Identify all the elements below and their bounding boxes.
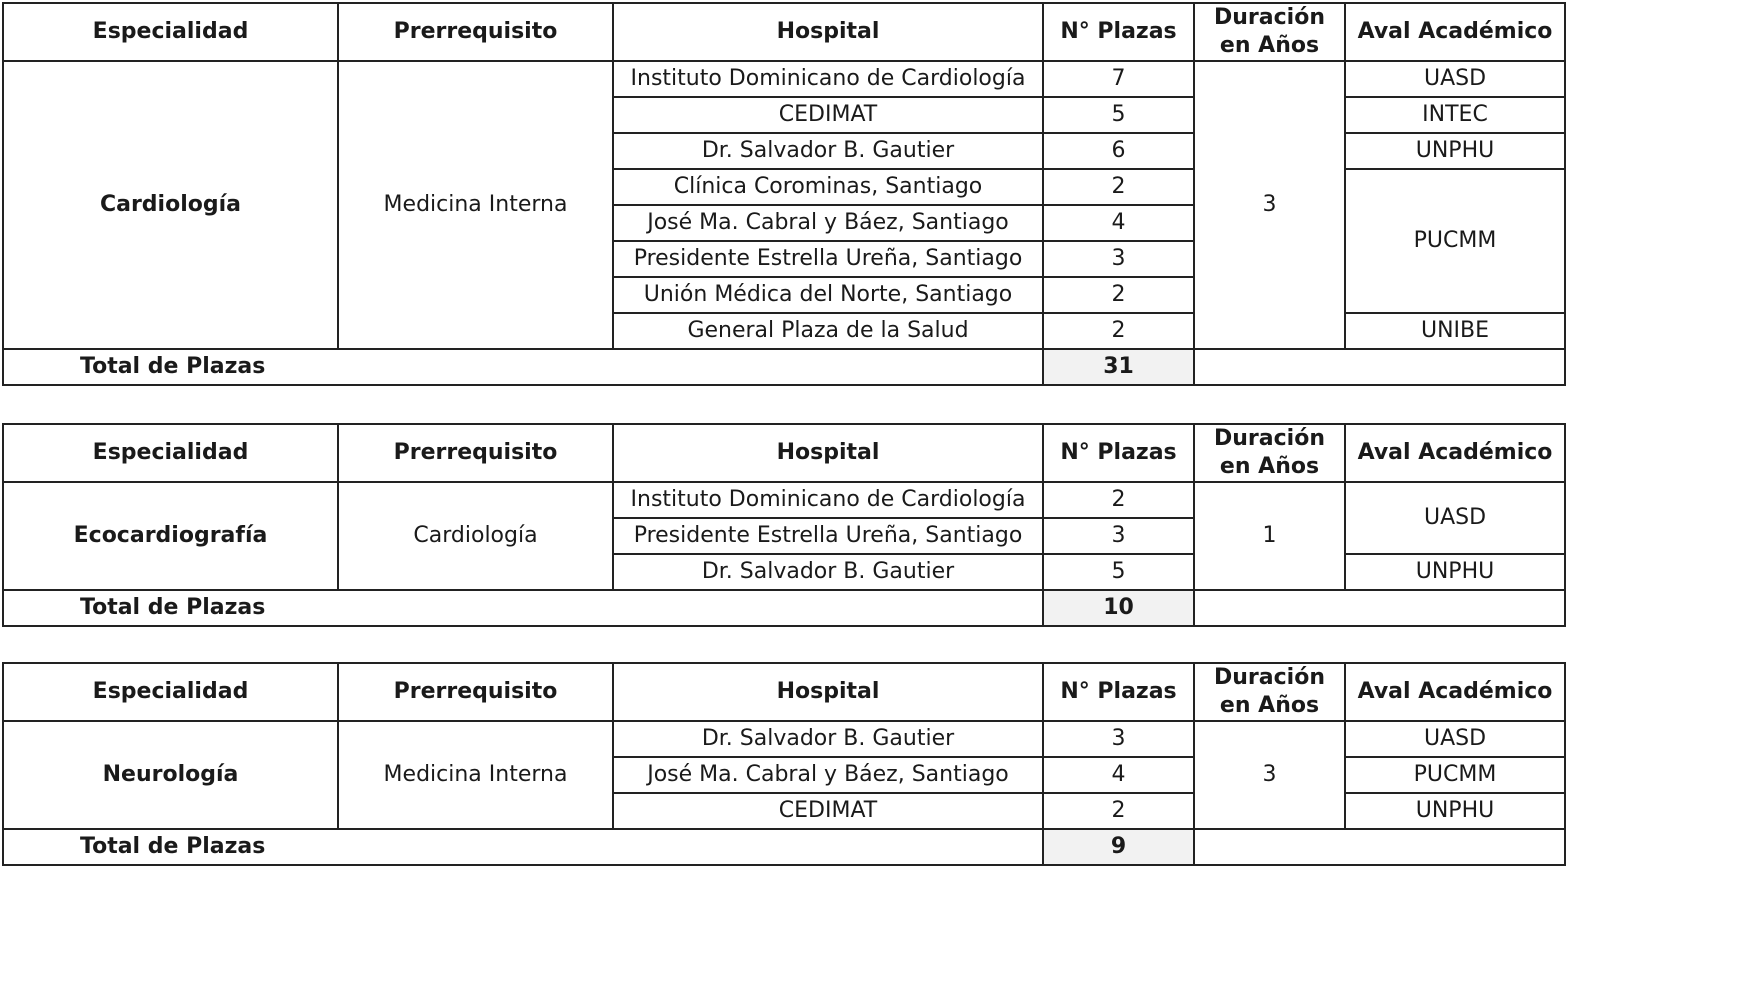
aval-cell: UNIBE <box>1345 313 1565 349</box>
plazas-cell: 2 <box>1043 793 1194 829</box>
aval-cell: UASD <box>1345 61 1565 97</box>
especialidad-cell: Ecocardiografía <box>3 482 338 590</box>
header-hospital: Hospital <box>613 663 1043 721</box>
header-row <box>3 663 1565 721</box>
total-label: Total de Plazas <box>3 829 1043 865</box>
hospital-cell: Dr. Salvador B. Gautier <box>613 721 1043 757</box>
plazas-cell: 4 <box>1043 205 1194 241</box>
plazas-cell: 3 <box>1043 518 1194 554</box>
table-row <box>3 61 1565 97</box>
plazas-cell: 5 <box>1043 97 1194 133</box>
hospital-cell: CEDIMAT <box>613 793 1043 829</box>
aval-cell: UASD <box>1345 721 1565 757</box>
aval-cell: UNPHU <box>1345 793 1565 829</box>
hospital-cell: Presidente Estrella Ureña, Santiago <box>613 518 1043 554</box>
header-aval: Aval Académico <box>1345 663 1565 721</box>
total-row <box>3 590 1565 626</box>
total-plazas: 31 <box>1043 349 1194 385</box>
header-row <box>3 3 1565 61</box>
especialidad-cell: Cardiología <box>3 61 338 349</box>
header-duracion: Duración en Años <box>1194 663 1345 721</box>
header-duracion: Duración en Años <box>1194 3 1345 61</box>
header-plazas: N° Plazas <box>1043 424 1194 482</box>
hospital-cell: Instituto Dominicano de Cardiología <box>613 61 1043 97</box>
header-duracion: Duración en Años <box>1194 424 1345 482</box>
header-especialidad: Especialidad <box>3 663 338 721</box>
plazas-cell: 7 <box>1043 61 1194 97</box>
neurologia-table <box>2 662 1566 866</box>
duracion-cell: 3 <box>1194 61 1345 349</box>
hospital-cell: Presidente Estrella Ureña, Santiago <box>613 241 1043 277</box>
plazas-cell: 2 <box>1043 277 1194 313</box>
cardiologia-table <box>2 2 1566 386</box>
aval-cell: UNPHU <box>1345 554 1565 590</box>
table-row <box>3 721 1565 757</box>
total-label: Total de Plazas <box>3 349 1043 385</box>
header-especialidad: Especialidad <box>3 3 338 61</box>
plazas-cell: 4 <box>1043 757 1194 793</box>
aval-cell: PUCMM <box>1345 169 1565 313</box>
total-empty-cell <box>1194 590 1565 626</box>
aval-cell: PUCMM <box>1345 757 1565 793</box>
prerrequisito-cell: Medicina Interna <box>338 61 613 349</box>
table-row <box>3 482 1565 518</box>
header-prerrequisito: Prerrequisito <box>338 424 613 482</box>
hospital-cell: Dr. Salvador B. Gautier <box>613 554 1043 590</box>
hospital-cell: Unión Médica del Norte, Santiago <box>613 277 1043 313</box>
hospital-cell: General Plaza de la Salud <box>613 313 1043 349</box>
hospital-cell: Clínica Corominas, Santiago <box>613 169 1043 205</box>
header-row <box>3 424 1565 482</box>
plazas-cell: 3 <box>1043 241 1194 277</box>
plazas-cell: 2 <box>1043 313 1194 349</box>
especialidad-cell: Neurología <box>3 721 338 829</box>
total-empty-cell <box>1194 349 1565 385</box>
header-prerrequisito: Prerrequisito <box>338 3 613 61</box>
header-aval: Aval Académico <box>1345 3 1565 61</box>
header-plazas: N° Plazas <box>1043 3 1194 61</box>
hospital-cell: Dr. Salvador B. Gautier <box>613 133 1043 169</box>
total-empty-cell <box>1194 829 1565 865</box>
duracion-cell: 1 <box>1194 482 1345 590</box>
header-aval: Aval Académico <box>1345 424 1565 482</box>
header-prerrequisito: Prerrequisito <box>338 663 613 721</box>
plazas-cell: 2 <box>1043 482 1194 518</box>
plazas-cell: 5 <box>1043 554 1194 590</box>
aval-cell: UNPHU <box>1345 133 1565 169</box>
plazas-cell: 6 <box>1043 133 1194 169</box>
prerrequisito-cell: Medicina Interna <box>338 721 613 829</box>
total-plazas: 10 <box>1043 590 1194 626</box>
total-row <box>3 829 1565 865</box>
plazas-cell: 3 <box>1043 721 1194 757</box>
hospital-cell: Instituto Dominicano de Cardiología <box>613 482 1043 518</box>
ecocardiografia-table <box>2 423 1566 627</box>
total-plazas: 9 <box>1043 829 1194 865</box>
hospital-cell: José Ma. Cabral y Báez, Santiago <box>613 205 1043 241</box>
aval-cell: UASD <box>1345 482 1565 554</box>
header-hospital: Hospital <box>613 3 1043 61</box>
prerrequisito-cell: Cardiología <box>338 482 613 590</box>
plazas-cell: 2 <box>1043 169 1194 205</box>
duracion-cell: 3 <box>1194 721 1345 829</box>
header-especialidad: Especialidad <box>3 424 338 482</box>
header-plazas: N° Plazas <box>1043 663 1194 721</box>
total-row <box>3 349 1565 385</box>
aval-cell: INTEC <box>1345 97 1565 133</box>
total-label: Total de Plazas <box>3 590 1043 626</box>
hospital-cell: José Ma. Cabral y Báez, Santiago <box>613 757 1043 793</box>
hospital-cell: CEDIMAT <box>613 97 1043 133</box>
header-hospital: Hospital <box>613 424 1043 482</box>
